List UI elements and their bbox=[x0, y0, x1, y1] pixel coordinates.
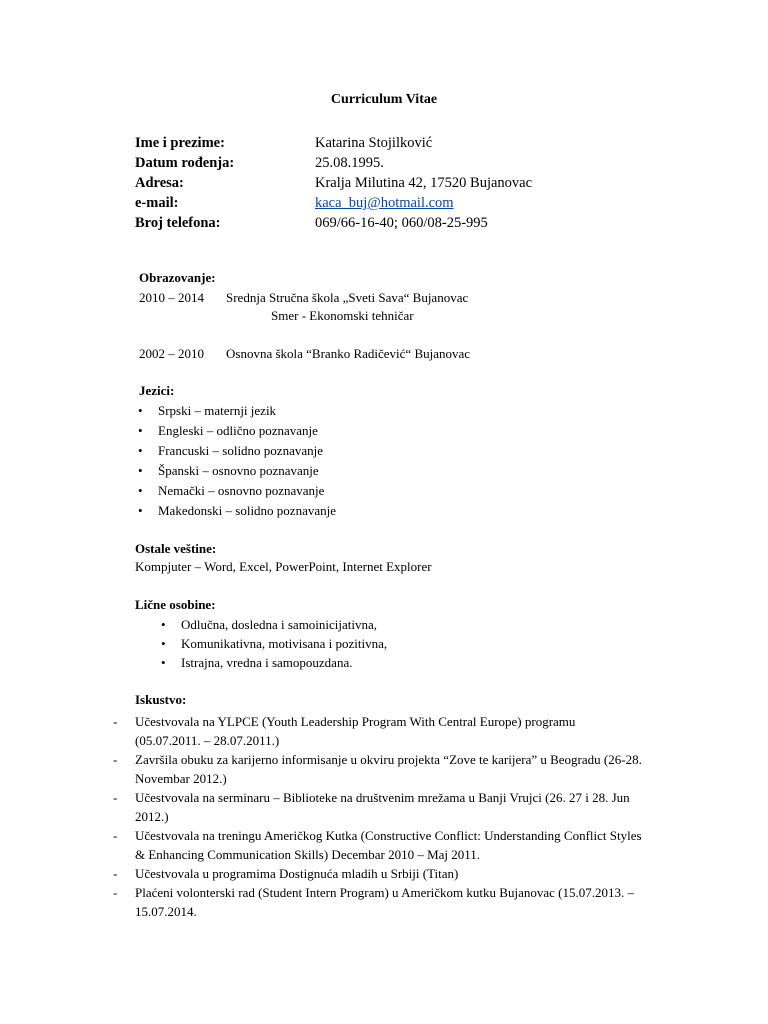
dash-icon: - bbox=[113, 714, 118, 729]
experience-item bbox=[113, 826, 685, 864]
language-item bbox=[138, 483, 325, 499]
dash-icon: - bbox=[113, 866, 118, 881]
bullet-icon: • bbox=[138, 483, 143, 498]
bullet-icon: • bbox=[138, 503, 143, 518]
skills-text: Kompjuter – Word, Excel, PowerPoint, Internet Explorer bbox=[135, 559, 432, 574]
experience-item bbox=[113, 883, 685, 921]
trait-item-text: Komunikativna, motivisana i pozitivna, bbox=[181, 636, 388, 651]
dash-icon: - bbox=[113, 828, 118, 843]
language-item-text: Engleski – odlično poznavanje bbox=[158, 423, 318, 438]
trait-item bbox=[161, 655, 353, 671]
bullet-icon: • bbox=[138, 443, 143, 458]
address-value: Kralja Milutina 42, 17520 Bujanovac bbox=[315, 175, 533, 191]
experience-item bbox=[113, 712, 685, 750]
education-heading: Obrazovanje: bbox=[139, 270, 216, 285]
experience-line: Plaćeni volonterski rad (Student Intern Program) u Američkom kutku Bujanovac (15.07.2013. – bbox=[135, 885, 634, 900]
experience-line: Novembar 2012.) bbox=[135, 771, 227, 786]
language-item-text: Makedonski – solidno poznavanje bbox=[158, 503, 336, 518]
phone-label: Broj telefona: bbox=[135, 215, 221, 231]
experience-line: 2012.) bbox=[135, 809, 169, 824]
trait-item bbox=[161, 636, 388, 652]
email-label: e-mail: bbox=[135, 195, 179, 211]
language-item bbox=[138, 463, 319, 479]
traits-heading: Lične osobine: bbox=[135, 597, 216, 612]
bullet-icon: • bbox=[138, 463, 143, 478]
dash-icon: - bbox=[113, 885, 118, 900]
language-item-text: Nemački – osnovno poznavanje bbox=[158, 483, 325, 498]
bullet-icon: • bbox=[161, 655, 166, 670]
email-link[interactable]: kaca_buj@hotmail.com bbox=[315, 195, 454, 211]
language-item-text: Španski – osnovno poznavanje bbox=[158, 463, 319, 478]
education-school: Srednja Stručna škola „Sveti Sava“ Bujanovac bbox=[226, 290, 469, 305]
education-years: 2010 – 2014 bbox=[139, 290, 204, 305]
experience-line: 15.07.2014. bbox=[135, 904, 197, 919]
language-item bbox=[138, 503, 336, 519]
experience-line: & Enhancing Communication Skills) Decembar 2010 – Maj 2011. bbox=[135, 847, 481, 862]
experience-heading: Iskustvo: bbox=[135, 692, 187, 707]
experience-line: (05.07.2011. – 28.07.2011.) bbox=[135, 733, 280, 748]
education-years: 2002 – 2010 bbox=[139, 346, 204, 361]
experience-item bbox=[113, 788, 685, 826]
dash-icon: - bbox=[113, 752, 118, 767]
languages-heading: Jezici: bbox=[139, 383, 175, 398]
dash-icon: - bbox=[113, 790, 118, 805]
experience-line: Učestvovala na treningu Američkog Kutka (Constructive Conflict: Understanding Conflict Styles bbox=[135, 828, 642, 843]
name-value: Katarina Stojilković bbox=[315, 135, 433, 151]
experience-line: Učestvovala na YLPCE (Youth Leadership Program With Central Europe) programu bbox=[135, 714, 576, 729]
document-title: Curriculum Vitae bbox=[330, 92, 438, 107]
language-item bbox=[138, 403, 277, 419]
trait-item-text: Istrajna, vredna i samopouzdana. bbox=[181, 655, 353, 670]
birthdate-label: Datum rođenja: bbox=[135, 155, 235, 171]
trait-item bbox=[161, 617, 378, 633]
skills-heading: Ostale veštine: bbox=[135, 541, 217, 556]
bullet-icon: • bbox=[161, 617, 166, 632]
birthdate-value: 25.08.1995. bbox=[315, 155, 384, 171]
experience-line: Učestvovala u programima Dostignuća mladih u Srbiji (Titan) bbox=[135, 866, 459, 881]
experience-line: Završila obuku za karijerno informisanje u okviru projekta “Zove te karijera” u Beogradu (26-28. bbox=[135, 752, 642, 767]
experience-item bbox=[113, 864, 685, 883]
experience-line: Učestvovala na serminaru – Biblioteke na društvenim mrežama u Banji Vrujci (26. 27 i 28. Jun bbox=[135, 790, 630, 805]
language-item bbox=[138, 443, 323, 459]
phone-value: 069/66-16-40; 060/08-25-995 bbox=[315, 215, 488, 231]
bullet-icon: • bbox=[138, 403, 143, 418]
name-label: Ime i prezime: bbox=[135, 135, 225, 151]
trait-item-text: Odlučna, dosledna i samoinicijativna, bbox=[181, 617, 378, 632]
bullet-icon: • bbox=[161, 636, 166, 651]
language-item-text: Srpski – maternji jezik bbox=[158, 403, 277, 418]
education-detail: Smer - Ekonomski tehničar bbox=[271, 308, 414, 323]
language-item-text: Francuski – solidno poznavanje bbox=[158, 443, 323, 458]
language-item bbox=[138, 423, 318, 439]
address-label: Adresa: bbox=[135, 175, 184, 191]
experience-item bbox=[113, 750, 685, 788]
education-school: Osnovna škola “Branko Radičević“ Bujanovac bbox=[226, 346, 471, 361]
bullet-icon: • bbox=[138, 423, 143, 438]
